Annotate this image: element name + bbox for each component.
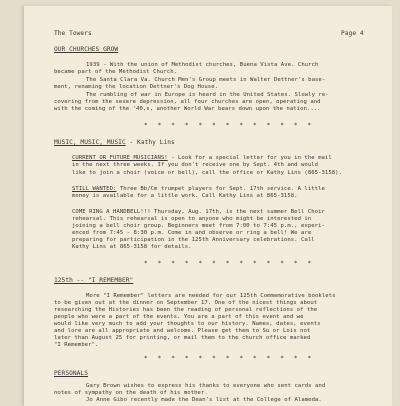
paragraph-line: preparing for participation in the 125th Anniversary celebrations. Call [72, 237, 315, 243]
music-lead-musicians: CURRENT OR FUTURE MUSICIANS! [72, 155, 168, 161]
newsletter-page [24, 6, 392, 406]
paragraph-line: later than August 25 for printing, or mail them to the church office marked [54, 335, 311, 341]
paragraph-line: Kathy Lins at 865-3158 for details. [72, 244, 192, 250]
paragraph-line: money is available for a little work. Call Kathy Lins at 865-3158. [72, 193, 298, 199]
paragraph-line: covering from the severe depression, all four churches are open, operating and [54, 99, 321, 105]
newsletter-title: The Towers [54, 30, 92, 37]
paragraph-line: like to join a choir (voice or bell), call the office or Kathy Lins (865-3158). [72, 170, 342, 176]
paragraph-line: with the coming of the '40,s, another World War bears down upon the nation.... [54, 106, 321, 112]
separator-stars: * * * * * * * * * * * * * [144, 355, 315, 362]
paragraph-line: STILL WANTED: Three Bb/Cm trumpet players for Sept. 17th service. A little [72, 186, 325, 192]
page-number: Page 4 [341, 30, 364, 37]
paragraph-line: More "I Remember" letters are needed for our 125th Commemorative booklets [86, 293, 336, 299]
music-lead-wanted: STILL WANTED: [72, 186, 117, 192]
separator-stars: * * * * * * * * * * * * * [144, 122, 315, 129]
section-heading-churches: OUR CHURCHES GROW [54, 46, 119, 53]
paragraph-line: rehearsal. This rehearsal is open to anyone who might be interested in [72, 216, 312, 222]
paragraph-line: in the next three weeks. If you don't receive one by Sept. 4th and would [72, 162, 319, 168]
paragraph-line: would like very much to add your thoughts to our history. Names, dates, events [54, 321, 321, 327]
music-heading-text: MUSIC, MUSIC, MUSIC [54, 139, 126, 146]
paragraph-line: ment, renaming the location Dettner's Dog House. [54, 84, 219, 90]
paragraph-line: The rumbling of war in Europe is heard in the United States. Slowly re- [86, 92, 329, 98]
paragraph-line: to be given out at the dinner on September 17. One of the nicest things about [54, 300, 318, 306]
paragraph-line: The Santa Clara Va. Church Men's Group meets in Walter Dettner's base- [86, 77, 326, 83]
paragraph-line: COME RING A HANDBELL!!! Thursday, Aug. 17th, is the next summer Bell Choir [72, 209, 325, 215]
section-heading-remember: 125th -- "I REMEMBER" [54, 277, 134, 284]
paragraph-line: joining a bell choir group. Beginners meet from 7:00 to 7:45 p.m., experi- [72, 223, 325, 229]
paragraph-line: researching the Histories has been the reading of personal reflections of the [54, 307, 318, 313]
paragraph-line: Gary Brown wishes to express his thanks to everyone who sent cards and [86, 383, 326, 389]
section-heading-music [54, 139, 175, 146]
section-heading-personals: PERSONALS [54, 370, 88, 377]
music-byline: - Kathy Lins [125, 139, 175, 146]
paragraph-line: people who were a part of the events. You are a part of this event and we [54, 314, 304, 320]
paragraph-line: "I Remember". [54, 342, 99, 348]
paragraph-line: 1939 - With the union of Methodist churches, Buena Vista Ave. Church [86, 62, 319, 68]
paragraph-line: Jo Anne Gibo recently made the Dean's list at the College of Alameda. [86, 397, 322, 403]
paragraph-line: became part of the Methodist Church. [54, 69, 178, 75]
paragraph-line: enced from 7:45 - 8:30 p.m. Come in and observe or ring a bell! We are [72, 230, 312, 236]
paragraph-line: notes of sympathy on the death of his mother. [54, 390, 208, 396]
separator-stars: * * * * * * * * * * * * * [144, 260, 315, 267]
paragraph-line: CURRENT OR FUTURE MUSICIANS! - Look for a special letter for you in the mail [72, 155, 332, 161]
paragraph-line: and lore are all appropriate and welcome. Please get them to Su or Lois not [54, 328, 311, 334]
